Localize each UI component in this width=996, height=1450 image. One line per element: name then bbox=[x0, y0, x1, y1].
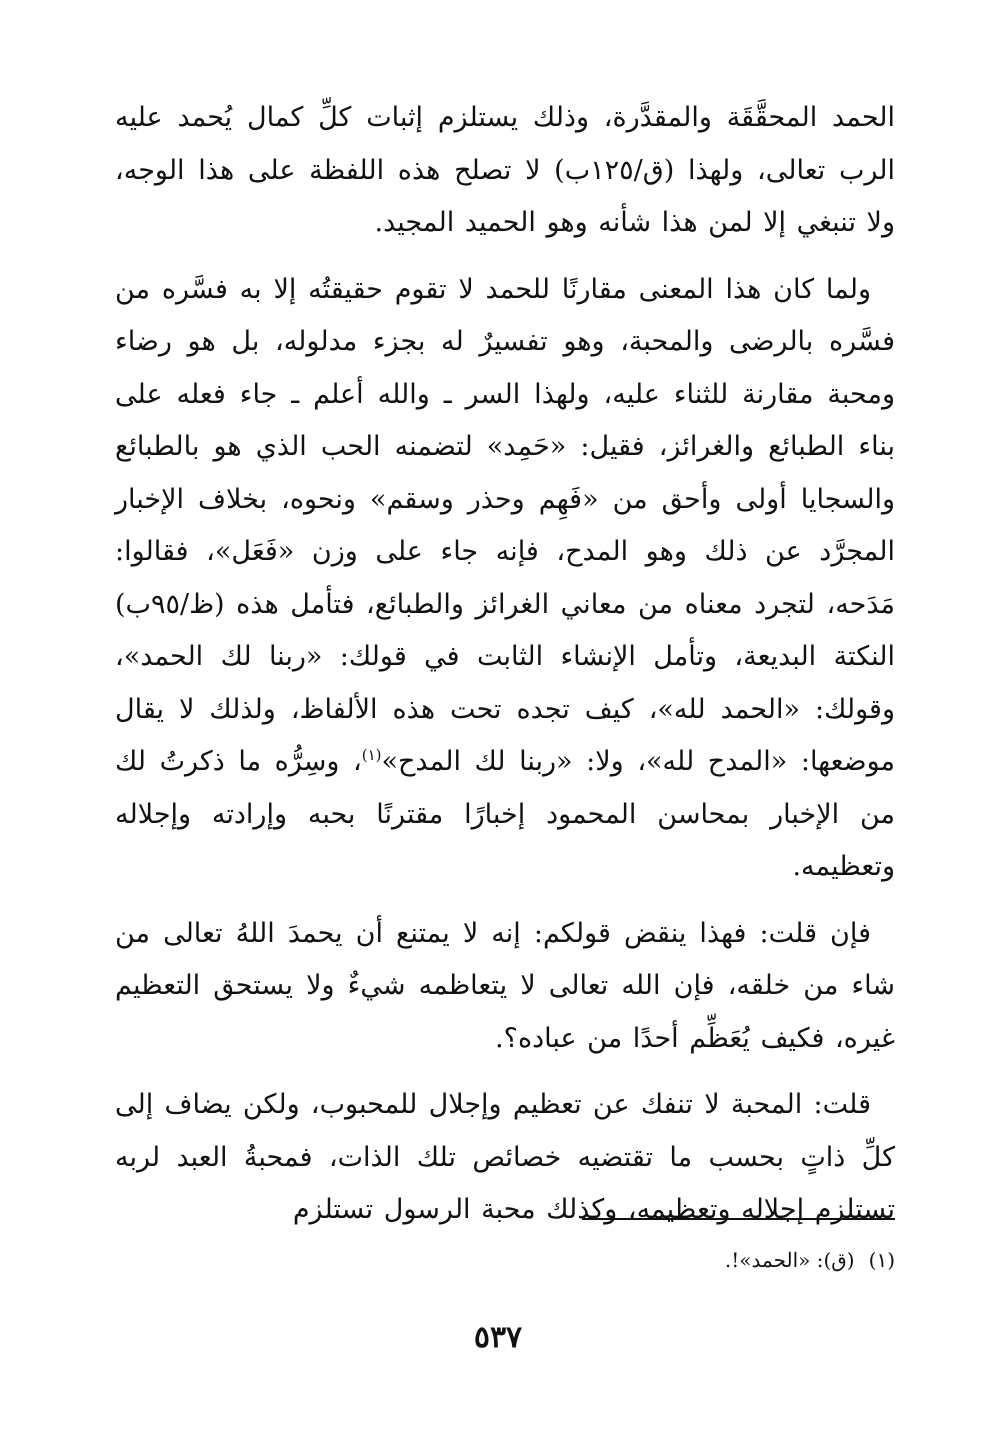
footnote-text: (ق): «الحمد»!. bbox=[724, 1248, 855, 1272]
paragraph-2 bbox=[115, 264, 895, 894]
footnote-reference: (١) bbox=[361, 746, 382, 764]
paragraph-2-tail: ، وسِرُّه ما ذكرتُ لك من الإخبار بمحاسن المحمود إخبارًا مقترنًا بحبه وإرادته وإجلاله وتعظيمه. bbox=[115, 746, 895, 882]
footnote-divider bbox=[582, 1218, 895, 1220]
footnote-number: (١) bbox=[868, 1248, 895, 1272]
main-text bbox=[115, 92, 895, 1237]
footnote bbox=[300, 1244, 895, 1276]
paragraph-3: فإن قلت: فهذا ينقض قولكم: إنه لا يمتنع أن يحمدَ اللهُ تعالى من شاء من خلقه، فإن الله تعالى لا يتعاظمه شيءٌ ولا يستحق التعظيم غيره، فكيف يُعَظِّم أحدًا من عباده؟. bbox=[115, 917, 895, 1054]
paragraph-4: قلت: المحبة لا تنفك عن تعظيم وإجلال للمحبوب، ولكن يضاف إلى كلِّ ذاتٍ بحسب ما تقتضيه خصائص تلك الذات، فمحبةُ العبد لربه تستلزم إجلاله وتعظيمه، وكذلك محبة الرسول تستلزم bbox=[115, 1089, 895, 1225]
page-number: ٥٣٧ bbox=[473, 1320, 523, 1355]
paragraph-1: الحمد المحقَّقَة والمقدَّرة، وذلك يستلزم إثبات كلِّ كمال يُحمد عليه الرب تعالى، ولهذا (ق/١٢٥ب) لا تصلح هذه اللفظة على هذا الوجه، ولا تنبغي إلا لمن هذا شأنه وهو الحميد المجيد. bbox=[115, 102, 895, 238]
paragraph-2-body: ولما كان هذا المعنى مقارنًا للحمد لا تقوم حقيقتُه إلا به فسَّره من فسَّره بالرضى والمحبة، وهو تفسيرٌ له بجزء مدلوله، بل هو رضاء ومحبة مقارنة للثناء عليه، ولهذا السر ـ والله أعلم ـ جاء فعله على بناء الطبائع والغرائز، فقيل: «حَمِد» لتضمنه الحب الذي هو بالطبائع والسجايا أولى وأحق من «فَهِم وحذر وسقم» ونحوه، بخلاف الإخبار المجرَّد عن ذلك وهو المدح، فإنه جاء على وزن «فَعَل»، فقالوا: مَدَحه، لتجرد معناه من معاني الغرائز والطبائع، فتأمل هذه (ظ/٩٥ب) النكتة البديعة، وتأمل الإنشاء الثابت في قولك: «ربنا لك الحمد»، وقولك: «الحمد لله»، كيف تجده تحت هذه الألفاظ، ولذلك لا يقال موضعها: «المدح لله»، ولا: «ربنا لك المدح» bbox=[115, 273, 895, 777]
